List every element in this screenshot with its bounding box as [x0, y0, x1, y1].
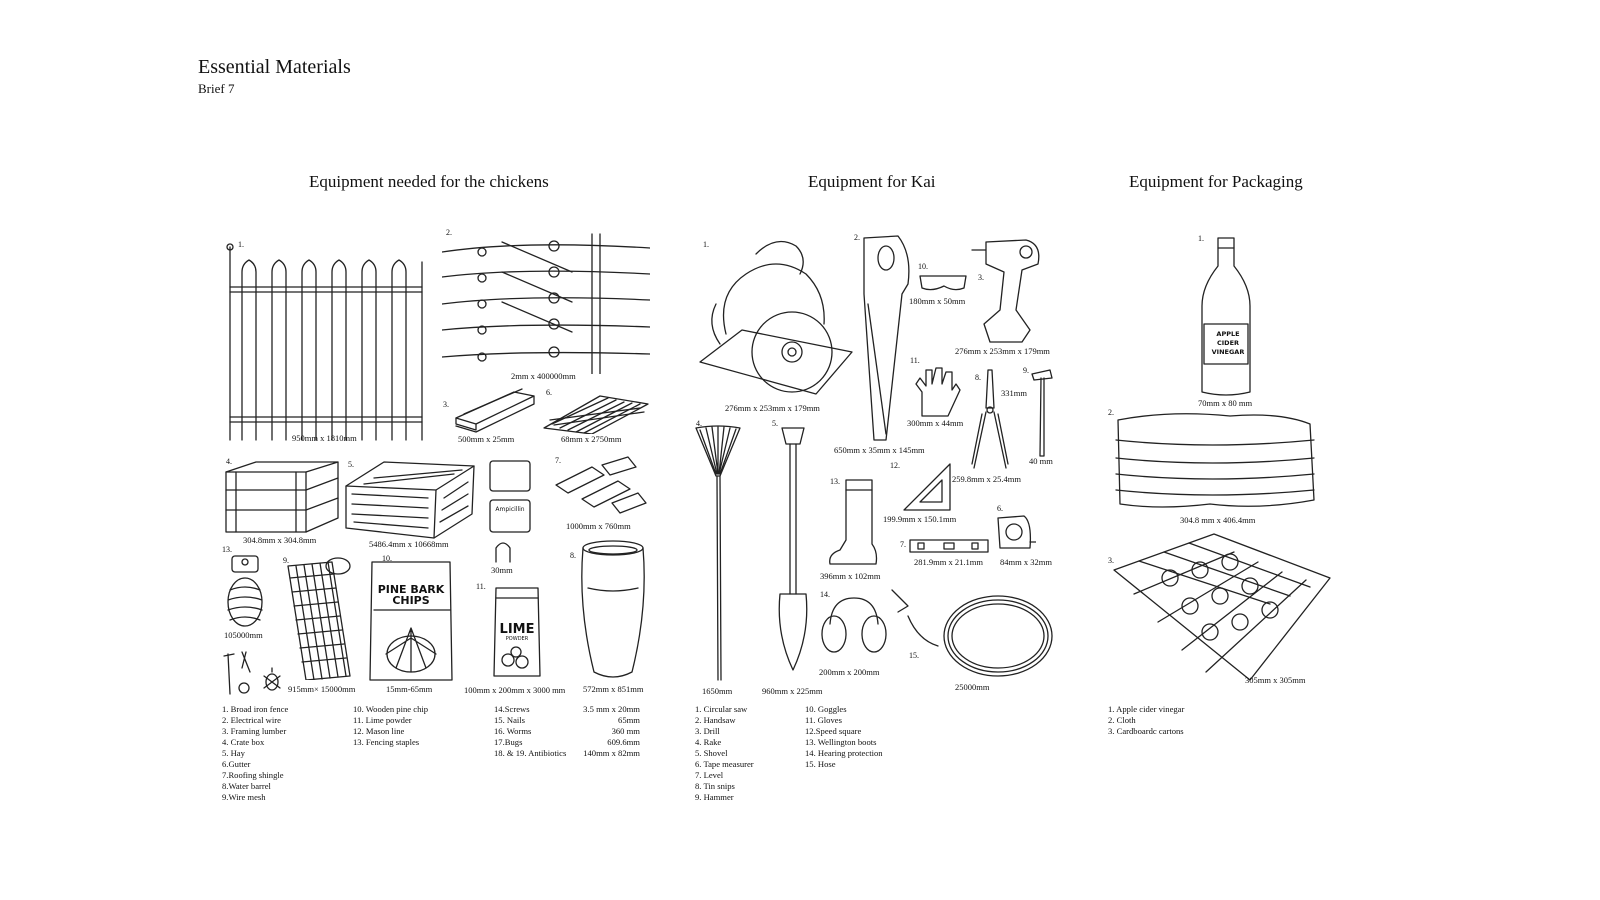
- item-number-15: 15.: [909, 651, 919, 660]
- item-number-2: 2.: [446, 228, 452, 237]
- legend-item: 9. Hammer: [695, 792, 734, 802]
- label-gloves-size: 300mm x 44mm: [907, 418, 964, 428]
- handsaw-sketch: [858, 234, 916, 444]
- item-number-11: 11.: [910, 356, 920, 365]
- vinegar-bottle-sketch: [1198, 236, 1254, 398]
- item-number-2: 2.: [854, 233, 860, 242]
- item-number-6: 6.: [546, 388, 552, 397]
- item-number-9: 9.: [1023, 366, 1029, 375]
- legend-item: 3. Cardboardc cartons: [1108, 726, 1184, 736]
- hose-sketch: [888, 586, 1056, 682]
- item-number-8: 8.: [975, 373, 981, 382]
- item-number-3: 3.: [1108, 556, 1114, 565]
- legend-item: 8.Water barrel: [222, 781, 271, 791]
- label-fence-size: 950mm x 1810mm: [292, 433, 357, 443]
- fencing-staple-sketch: [492, 538, 514, 564]
- label-ear-size: 200mm x 200mm: [819, 667, 880, 677]
- legend-item: 3. Drill: [695, 726, 720, 736]
- framing-lumber-sketch: [454, 388, 536, 434]
- item-number-10: 10.: [918, 262, 928, 271]
- label-carton-size: 305mm x 305mm: [1245, 675, 1306, 685]
- item-number-13: 13.: [830, 477, 840, 486]
- label-mason-size: 105000mm: [224, 630, 263, 640]
- hammer-sketch: [1030, 366, 1054, 458]
- label-lumber-size: 500mm x 25mm: [458, 434, 515, 444]
- legend-item: 7. Level: [695, 770, 724, 780]
- label-bottle-size: 70mm x 80 mm: [1198, 398, 1253, 408]
- legend-item: 4. Crate box: [222, 737, 265, 747]
- cardboard-carton-sketch: [1110, 530, 1332, 684]
- pine-bark-chips-sketch: [366, 558, 456, 682]
- legend-item: 16. Worms: [494, 726, 532, 736]
- electrical-wire-sketch: [442, 232, 650, 374]
- legend-item: 18. & 19. Antibiotics: [494, 748, 567, 758]
- item-number-3: 3.: [443, 400, 449, 409]
- tin-snips-sketch: [970, 368, 1010, 472]
- legend-item: 1. Broad iron fence: [222, 704, 289, 714]
- gloves-sketch: [912, 364, 962, 418]
- label-hose-size: 25000mm: [955, 682, 990, 692]
- hay-bale-sketch: [344, 458, 476, 540]
- label-saw-size: 276mm x 253mm x 179mm: [725, 403, 820, 413]
- legend-item: 360 mm: [611, 726, 640, 736]
- legend-item: 6. Tape measurer: [695, 759, 754, 769]
- chickens-legend-col2: [353, 704, 428, 748]
- label-drill-size: 276mm x 253mm x 179mm: [955, 346, 1050, 356]
- label-shingle-size: 1000mm x 760mm: [566, 521, 631, 531]
- lime-text: LIME: [499, 622, 535, 637]
- legend-item: 12. Mason line: [353, 726, 405, 736]
- chickens-legend-col4: [580, 704, 640, 759]
- legend-item: 1. Apple cider vinegar: [1108, 704, 1185, 714]
- legend-item: 11. Lime powder: [353, 715, 412, 725]
- legend-item: 1. Circular saw: [695, 704, 748, 714]
- item-number-1: 1.: [238, 240, 244, 249]
- legend-item: 7.Roofing shingle: [222, 770, 284, 780]
- label-handsaw-size: 650mm x 35mm x 145mm: [834, 445, 925, 455]
- legend-item: 10. Goggles: [805, 704, 847, 714]
- speed-square-sketch: [902, 462, 952, 512]
- legend-item: 13. Fencing staples: [353, 737, 420, 747]
- label-snips-size: 331mm: [1001, 388, 1027, 398]
- label-hay-size: 5486.4mm x 10668mm: [369, 539, 449, 549]
- legend-item: 65mm: [618, 715, 640, 725]
- legend-item: 14. Hearing protection: [805, 748, 883, 758]
- legend-item: 10. Wooden pine chip: [353, 704, 429, 714]
- label-shovel-size: 960mm x 225mm: [762, 686, 823, 696]
- label-level-size: 281.9mm x 21.1mm: [914, 557, 983, 567]
- legend-item: 11. Gloves: [805, 715, 842, 725]
- wire-mesh-sketch: [284, 556, 356, 680]
- section-title-kai: Equipment for Kai: [808, 172, 936, 191]
- packaging-legend: [1108, 704, 1184, 737]
- wellington-boots-sketch: [826, 478, 882, 568]
- label-lime-size: 100mm x 200mm x 3000 mm: [464, 685, 566, 695]
- cloth-stack-sketch: [1110, 410, 1318, 512]
- antibiotics-label-text: Ampicillin: [495, 506, 525, 513]
- legend-item: 6.Gutter: [222, 759, 251, 769]
- legend-item: 17.Bugs: [494, 737, 523, 747]
- item-number-12: 12.: [890, 461, 900, 470]
- legend-item: 2. Electrical wire: [222, 715, 281, 725]
- item-number-1: 1.: [1198, 234, 1204, 243]
- label-rake-size: 1650mm: [702, 686, 733, 696]
- legend-item: 3.5 mm x 20mm: [583, 704, 640, 714]
- level-sketch: [908, 538, 990, 554]
- label-goggles-size: 180mm x 50mm: [909, 296, 966, 306]
- label-hammer-size: 40 mm: [1029, 456, 1053, 466]
- label-tape-size: 84mm x 32mm: [1000, 557, 1052, 567]
- circular-saw-sketch: [696, 234, 856, 400]
- lime-sub-text: POWDER: [505, 636, 529, 642]
- item-number-3: 3.: [978, 273, 984, 282]
- water-barrel-sketch: [578, 538, 648, 682]
- tape-measurer-sketch: [994, 512, 1036, 552]
- section-title-packaging: Equipment for Packaging: [1129, 172, 1303, 191]
- legend-item: 5. Hay: [222, 748, 245, 758]
- label-mesh-size: 915mm× 15000mm: [288, 684, 356, 694]
- hearing-protection-sketch: [818, 594, 888, 656]
- legend-item: 2. Cloth: [1108, 715, 1136, 725]
- mason-line-sketch: [222, 554, 268, 630]
- item-number-1: 1.: [703, 240, 709, 249]
- label-square-size: 259.8mm x 25.4mm: [952, 474, 1021, 484]
- legend-item: 609.6mm: [607, 737, 640, 747]
- label-square2-size: 199.9mm x 150.1mm: [883, 514, 957, 524]
- shovel-sketch: [774, 424, 812, 672]
- legend-item: 14.Screws: [494, 704, 530, 714]
- page-title: Essential Materials: [198, 56, 351, 78]
- legend-item: 2. Handsaw: [695, 715, 736, 725]
- antibiotics-sketch: [487, 458, 533, 536]
- item-number-9: 9.: [283, 556, 289, 565]
- section-title-chickens: Equipment needed for the chickens: [309, 172, 549, 191]
- item-number-5: 5.: [772, 419, 778, 428]
- pine-bark-text: PINE BARK CHIPS: [377, 583, 445, 607]
- kai-legend-col2: [805, 704, 883, 770]
- label-staple-size: 30mm: [491, 565, 513, 575]
- legend-item: 5. Shovel: [695, 748, 728, 758]
- label-gutter-size: 68mm x 2750mm: [561, 434, 622, 444]
- item-number-4: 4.: [226, 457, 232, 466]
- legend-item: 15. Nails: [494, 715, 526, 725]
- legend-item: 3. Framing lumber: [222, 726, 287, 736]
- legend-item: 8. Tin snips: [695, 781, 735, 791]
- roofing-shingle-sketch: [552, 455, 650, 519]
- label-cloth-size: 304.8 mm x 406.4mm: [1180, 515, 1256, 525]
- crate-box-sketch: [222, 460, 342, 534]
- legend-item: 140mm x 82mm: [583, 748, 640, 758]
- item-number-8: 8.: [570, 551, 576, 560]
- goggles-sketch: [918, 272, 968, 294]
- legend-item: 12.Speed square: [805, 726, 862, 736]
- item-number-14: 14.: [820, 590, 830, 599]
- item-number-6: 6.: [997, 504, 1003, 513]
- item-number-7: 7.: [900, 540, 906, 549]
- kai-legend-col1: [695, 704, 754, 803]
- gutter-sketch: [540, 390, 650, 434]
- item-number-5: 5.: [348, 460, 354, 469]
- drill-sketch: [966, 234, 1046, 344]
- legend-item: 15. Hose: [805, 759, 836, 769]
- chickens-legend-col1: [222, 704, 288, 803]
- rake-sketch: [694, 424, 742, 682]
- item-number-13: 13.: [222, 545, 232, 554]
- item-number-10: 10.: [382, 554, 392, 563]
- label-boots-size: 396mm x 102mm: [820, 571, 881, 581]
- legend-item: 9.Wire mesh: [222, 792, 266, 802]
- broad-iron-fence-sketch: [222, 242, 432, 442]
- item-number-2: 2.: [1108, 408, 1114, 417]
- page-subtitle: Brief 7: [198, 81, 235, 96]
- chickens-legend-col3: [494, 704, 566, 759]
- item-number-4: 4.: [696, 419, 702, 428]
- label-barrel-size: 572mm x 851mm: [583, 684, 644, 694]
- legend-item: 13. Wellington boots: [805, 737, 877, 747]
- screws-nails-bugs-sketch: [220, 648, 286, 696]
- bottle-label-text: APPLE CIDER VINEGAR: [1211, 330, 1245, 356]
- item-number-7: 7.: [555, 456, 561, 465]
- label-wire-size: 2mm x 400000mm: [511, 371, 576, 381]
- legend-item: 4. Rake: [695, 737, 722, 747]
- label-crate-size: 304.8mm x 304.8mm: [243, 535, 317, 545]
- item-number-11: 11.: [476, 582, 486, 591]
- label-pine-size: 15mm-65mm: [386, 684, 433, 694]
